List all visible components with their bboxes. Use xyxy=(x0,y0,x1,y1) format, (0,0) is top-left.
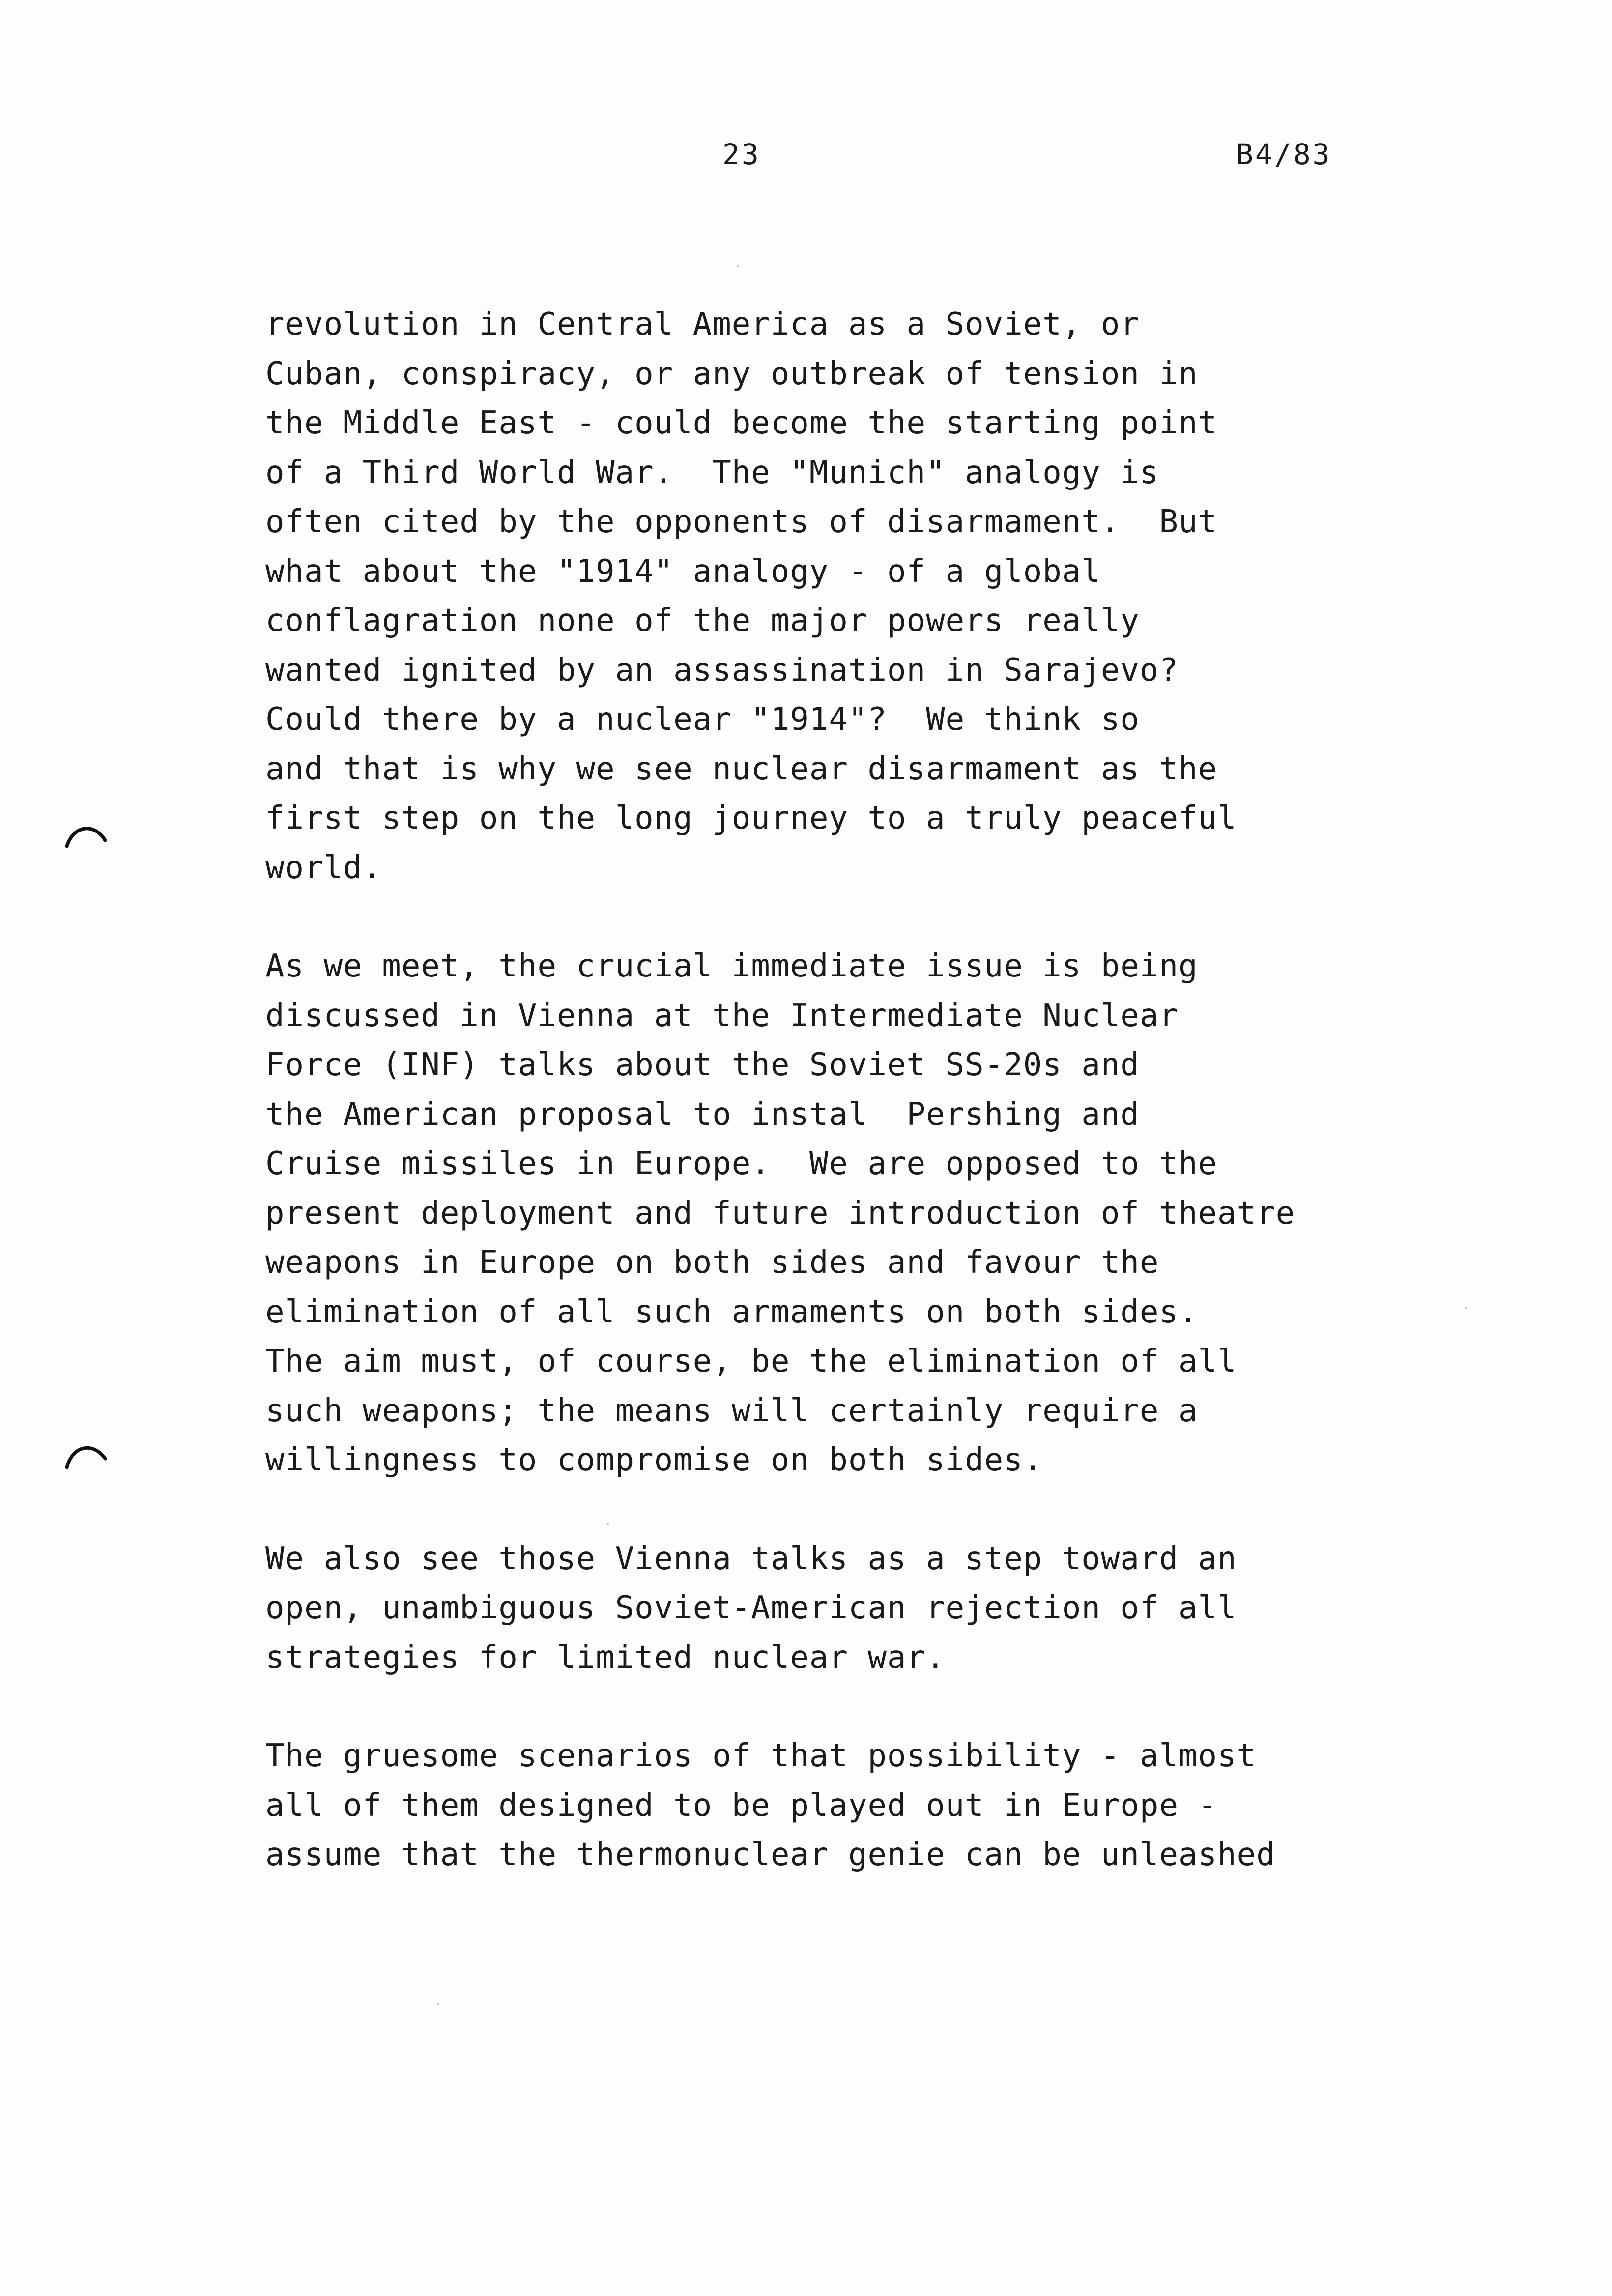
text-line: and that is why we see nuclear disarmament as the xyxy=(265,750,1218,787)
text-line: all of them designed to be played out in Europe - xyxy=(265,1787,1218,1824)
text-line: such weapons; the means will certainly require a xyxy=(265,1392,1198,1429)
scan-speck xyxy=(437,2003,439,2005)
text-line: conflagration none of the major powers really xyxy=(265,603,1140,639)
text-line: As we meet, the crucial immediate issue is being xyxy=(265,948,1198,984)
text-line: assume that the thermonuclear genie can be unleashed xyxy=(265,1837,1276,1873)
text-line: Cuban, conspiracy, or any outbreak of tension in xyxy=(265,355,1198,392)
paragraph-3 xyxy=(265,1534,1347,1683)
paragraph-1 xyxy=(265,300,1347,892)
text-line: of a Third World War. The "Munich" analogy is xyxy=(265,454,1159,491)
text-line: strategies for limited nuclear war. xyxy=(265,1639,946,1676)
text-line: The aim must, of course, be the elimination of all xyxy=(265,1343,1237,1379)
text-line: often cited by the opponents of disarmament. But xyxy=(265,504,1218,540)
scan-speck xyxy=(607,1523,609,1525)
text-line: Force (INF) talks about the Soviet SS-20s and xyxy=(265,1047,1140,1083)
text-line: the Middle East - could become the starting point xyxy=(265,405,1218,441)
text-line: elimination of all such armaments on both sides. xyxy=(265,1293,1198,1330)
text-line: first step on the long journey to a truly peaceful xyxy=(265,800,1237,836)
document-code: B4/83 xyxy=(1236,138,1332,171)
text-line: weapons in Europe on both sides and favour the xyxy=(265,1244,1159,1281)
text-line: willingness to compromise on both sides. xyxy=(265,1442,1043,1478)
text-line: open, unambiguous Soviet-American rejection of all xyxy=(265,1590,1237,1626)
text-line: Cruise missiles in Europe. We are opposed to the xyxy=(265,1146,1218,1182)
punch-hole-mark-icon xyxy=(64,1440,108,1469)
text-line: The gruesome scenarios of that possibility - almost xyxy=(265,1738,1257,1774)
text-line: revolution in Central America as a Soviet, or xyxy=(265,306,1140,343)
punch-hole-mark-icon xyxy=(64,821,108,850)
text-line: We also see those Vienna talks as a step toward an xyxy=(265,1540,1237,1577)
text-line: discussed in Vienna at the Intermediate Nuclear xyxy=(265,997,1179,1034)
scan-speck xyxy=(1465,1307,1467,1309)
text-line: wanted ignited by an assassination in Sarajevo? xyxy=(265,652,1179,689)
text-line: world. xyxy=(265,849,382,886)
scan-speck xyxy=(737,265,739,267)
page-number: 23 xyxy=(722,138,761,171)
paragraph-2 xyxy=(265,942,1347,1485)
text-line: Could there by a nuclear "1914"? We think so xyxy=(265,701,1140,738)
text-line: what about the "1914" analogy - of a global xyxy=(265,553,1101,590)
text-line: the American proposal to instal Pershing and xyxy=(265,1096,1140,1133)
text-line: present deployment and future introduction of theatre xyxy=(265,1195,1295,1232)
paragraph-4 xyxy=(265,1731,1347,1880)
body-text xyxy=(265,300,1347,1880)
